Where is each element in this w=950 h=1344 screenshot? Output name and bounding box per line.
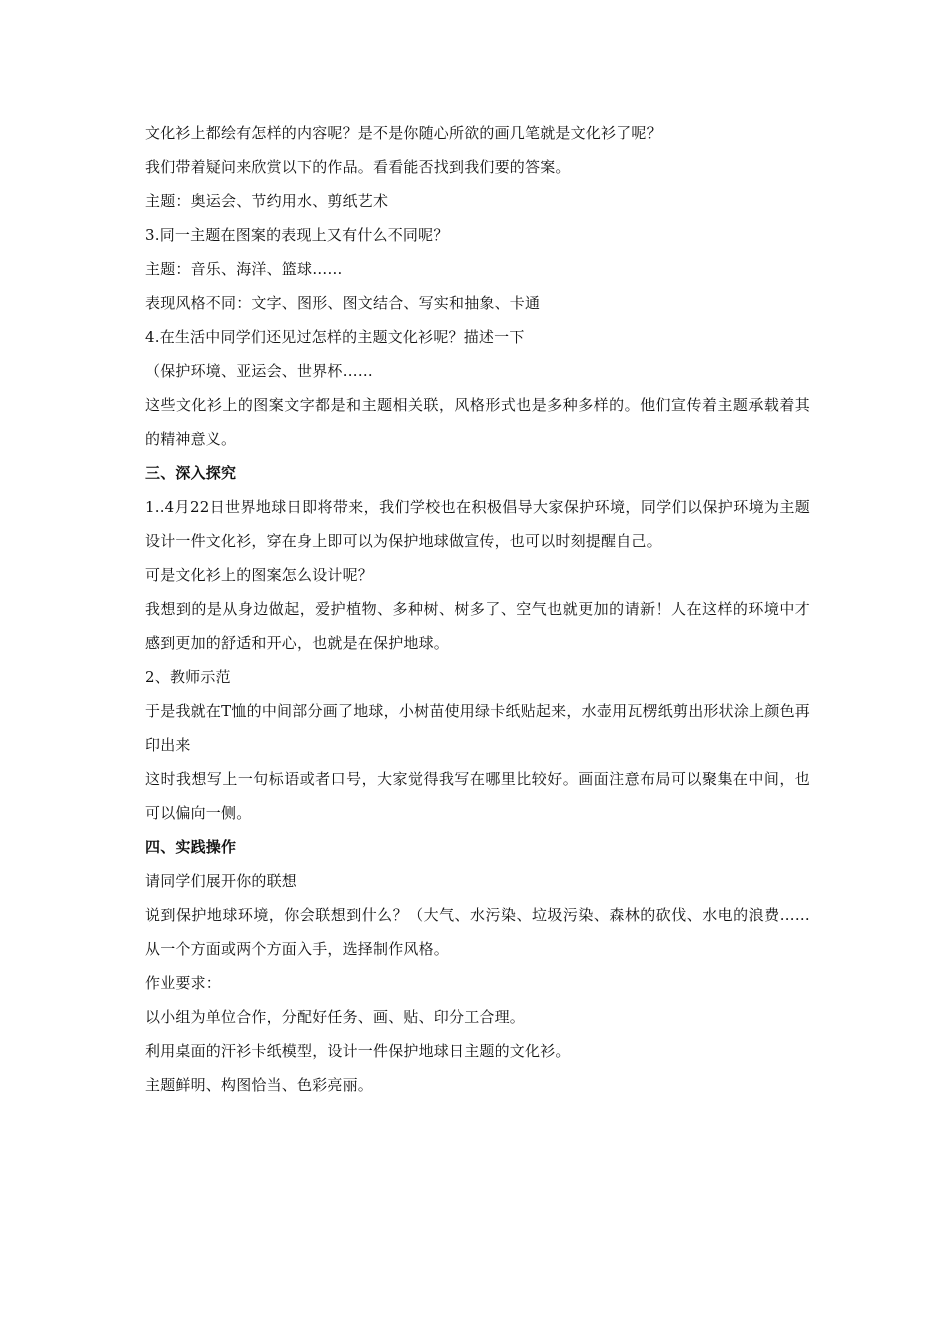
homework-item: 利用桌面的汗衫卡纸模型，设计一件保护地球日主题的文化衫。 [145, 1042, 571, 1060]
section-heading-4: 四、实践操作 [145, 838, 237, 856]
text-line: 文化衫上都绘有怎样的内容呢？是不是你随心所欲的画几笔就是文化衫了呢？ [145, 124, 662, 142]
paragraph-idea: 我想到的是从身边做起，爱护植物、多种树、树多了、空气也就更加的请新！人在这样的环境中才感到更加的舒适和开心，也就是在保护地球。 [145, 600, 810, 652]
text-line: 4.在生活中同学们还见过怎样的主题文化衫呢？描述一下 [145, 328, 525, 346]
text-line: 2、教师示范 [145, 668, 231, 686]
text-line: 主题：音乐、海洋、篮球…… [145, 260, 343, 278]
homework-item: 以小组为单位合作，分配好任务、画、贴、印分工合理。 [145, 1008, 526, 1026]
homework-title: 作业要求： [145, 974, 222, 992]
section-heading-3: 三、深入探究 [145, 464, 237, 482]
text-line: 请同学们展开你的联想 [145, 872, 298, 890]
text-line: 我们带着疑问来欣赏以下的作品。看看能否找到我们要的答案。 [145, 158, 571, 176]
text-line: 表现风格不同：文字、图形、图文结合、写实和抽象、卡通 [145, 294, 541, 312]
paragraph-earth-day: 1..4月22日世界地球日即将带来，我们学校也在积极倡导大家保护环境，同学们以保护环境为主题设计一件文化衫，穿在身上即可以为保护地球做宣传，也可以时刻提醒自己。 [145, 498, 810, 550]
text-line: 3.同一主题在图案的表现上又有什么不同呢？ [145, 226, 449, 244]
homework-item: 主题鲜明、构图恰当、色彩亮丽。 [145, 1076, 374, 1094]
document-body [145, 116, 810, 1102]
paragraph-theme: 这些文化衫上的图案文字都是和主题相关联，风格形式也是多种多样的。他们宣传着主题承载着其的精神意义。 [145, 396, 810, 448]
paragraph-associate: 说到保护地球环境，你会联想到什么？（大气、水污染、垃圾污染、森林的砍伐、水电的浪费……从一个方面或两个方面入手，选择制作风格。 [145, 906, 810, 958]
paragraph-slogan: 这时我想写上一句标语或者口号，大家觉得我写在哪里比较好。画面注意布局可以聚集在中间，也可以偏向一侧。 [145, 770, 810, 822]
paragraph-demo: 于是我就在T恤的中间部分画了地球，小树苗使用绿卡纸贴起来，水壶用瓦楞纸剪出形状涂上颜色再印出来 [145, 702, 810, 754]
text-line: 主题：奥运会、节约用水、剪纸艺术 [145, 192, 389, 210]
text-line: （保护环境、亚运会、世界杯…… [145, 362, 374, 380]
text-line: 可是文化衫上的图案怎么设计呢？ [145, 566, 374, 584]
